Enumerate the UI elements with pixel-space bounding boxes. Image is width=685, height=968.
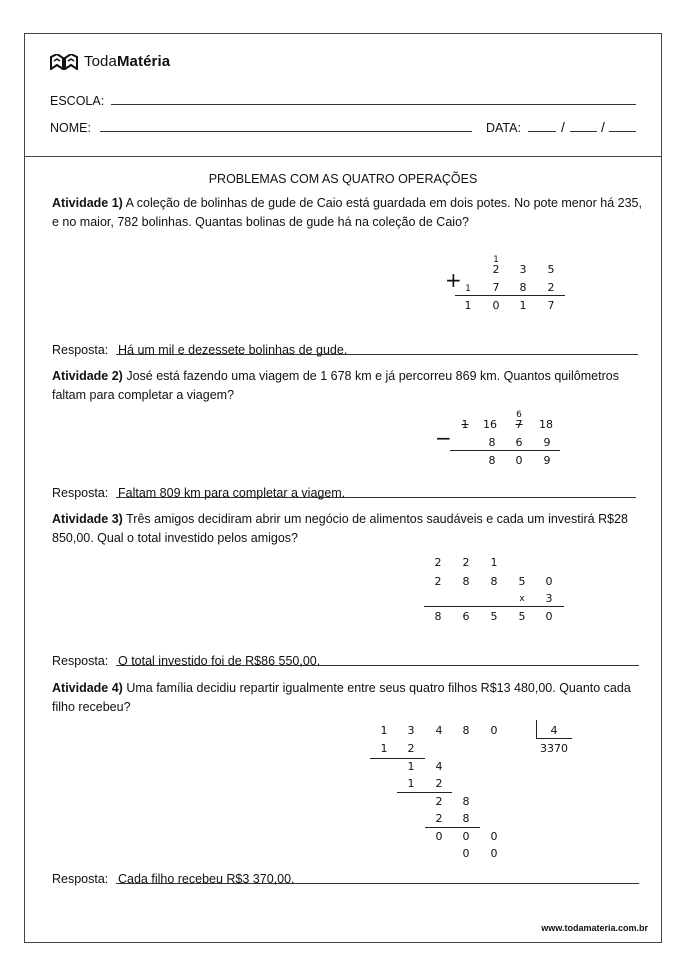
digit: 5 [490, 610, 498, 623]
name-field[interactable] [100, 131, 472, 132]
header-separator [24, 156, 662, 157]
crossed-digit: 7 [515, 418, 523, 431]
digit: 8 [434, 610, 442, 623]
step-line [425, 827, 480, 828]
difference-line [450, 450, 560, 451]
borrow-digit: 6 [516, 410, 522, 420]
digit: 2 [547, 281, 555, 294]
digit: 3 [519, 263, 527, 276]
activity-1-question: Atividade 1) A coleção de bolinhas de gude de Caio está guardada em dois potes. No pote menor há 235, e no maior, 782 bolinhas. Quantas bolinas de gude há na coleção de Caio? [52, 196, 642, 229]
digit: 5 [547, 263, 555, 276]
date-separator: / [561, 119, 565, 135]
digit: 0 [490, 830, 498, 843]
sum-line [455, 295, 565, 296]
carry-digit: 1 [493, 255, 499, 265]
digit: 8 [490, 575, 498, 588]
brand-name: TodaMatéria [84, 53, 171, 70]
carry-digit: 2 [462, 556, 470, 569]
digit: 0 [545, 610, 553, 623]
activity-4-question: Atividade 4) Uma família decidiu repartir igualmente entre seus quatro filhos R$13 480,00. Quanto cada filho recebeu? [52, 681, 631, 714]
answer-label: Resposta: [52, 486, 109, 500]
digit: 4 [435, 724, 443, 737]
division-bracket-horizontal [536, 738, 572, 739]
digit: 7 [547, 299, 555, 312]
digit: 1 [407, 760, 415, 773]
digit: 9 [543, 436, 551, 449]
divisor: 4 [550, 724, 558, 737]
digit: 8 [519, 281, 527, 294]
digit: 2 [407, 742, 415, 755]
digit: 1 [464, 299, 472, 312]
school-field[interactable] [111, 104, 636, 105]
answer-label: Resposta: [52, 343, 109, 357]
answer-label: Resposta: [52, 872, 109, 886]
answer-2-text: Faltam 809 km para completar a viagem. [118, 486, 346, 500]
digit: 8 [462, 575, 470, 588]
digit: 3 [407, 724, 415, 737]
answer-4-text: Cada filho recebeu R$3 370,00. [118, 872, 295, 886]
digit: 2 [435, 777, 443, 790]
digit: 7 [492, 281, 500, 294]
division-bracket-vertical [536, 720, 537, 738]
digit: 2 [435, 812, 443, 825]
date-month-field[interactable] [570, 131, 597, 132]
digit: 0 [515, 454, 523, 467]
carry-digit: 1 [465, 284, 471, 294]
date-label: DATA: [486, 121, 521, 135]
minus-sign: − [435, 426, 452, 450]
digit: 6 [515, 436, 523, 449]
digit: 18 [539, 418, 553, 431]
digit: 4 [435, 760, 443, 773]
digit: 1 [519, 299, 527, 312]
crossed-digit: 1 [461, 418, 469, 431]
answer-label: Resposta: [52, 654, 109, 668]
footer-url[interactable]: www.todamateria.com.br [541, 923, 648, 933]
digit: 0 [492, 299, 500, 312]
step-line [397, 792, 452, 793]
digit: 0 [490, 847, 498, 860]
digit: 8 [462, 795, 470, 808]
carry-digit: 2 [434, 556, 442, 569]
digit: 1 [380, 742, 388, 755]
digit: 8 [488, 436, 496, 449]
digit: 3 [545, 592, 553, 605]
digit: 2 [434, 575, 442, 588]
date-separator: / [601, 119, 605, 135]
activity-2-question: Atividade 2) José está fazendo uma viagem de 1 678 km e já percorreu 869 km. Quantos quilômetros faltam para completar a viagem? [52, 369, 619, 402]
digit: 1 [380, 724, 388, 737]
step-line [370, 758, 425, 759]
digit: 5 [518, 610, 526, 623]
books-logo-icon [50, 54, 78, 70]
digit: 0 [435, 830, 443, 843]
name-label: NOME: [50, 121, 91, 135]
digit: 6 [462, 610, 470, 623]
brand-logo [50, 53, 170, 70]
digit: 9 [543, 454, 551, 467]
worksheet-title: PROBLEMAS COM AS QUATRO OPERAÇÕES [208, 172, 478, 186]
date-year-field[interactable] [609, 131, 636, 132]
digit: 8 [488, 454, 496, 467]
digit: 0 [462, 847, 470, 860]
carry-digit: 1 [490, 556, 498, 569]
school-label: ESCOLA: [50, 94, 105, 108]
digit: 0 [462, 830, 470, 843]
activity-3-question: Atividade 3) Três amigos decidiram abrir um negócio de alimentos saudáveis e cada um investirá R$28 850,00. Qual o total investido pelos amigos? [52, 512, 628, 545]
plus-sign: + [445, 268, 462, 292]
digit: 8 [462, 724, 470, 737]
digit: 2 [435, 795, 443, 808]
answer-1-text: Há um mil e dezessete bolinhas de gude. [118, 343, 348, 357]
digit: 5 [518, 575, 526, 588]
answer-3-text: O total investido foi de R$86 550,00. [118, 654, 321, 668]
date-day-field[interactable] [528, 131, 556, 132]
quotient: 3370 [540, 742, 568, 755]
digit: 0 [545, 575, 553, 588]
digit: 0 [490, 724, 498, 737]
digit: 1 [407, 777, 415, 790]
digit: 2 [492, 263, 500, 276]
digit: 16 [483, 418, 497, 431]
digit: 8 [462, 812, 470, 825]
product-line [424, 606, 564, 607]
times-sign: x [519, 594, 525, 604]
